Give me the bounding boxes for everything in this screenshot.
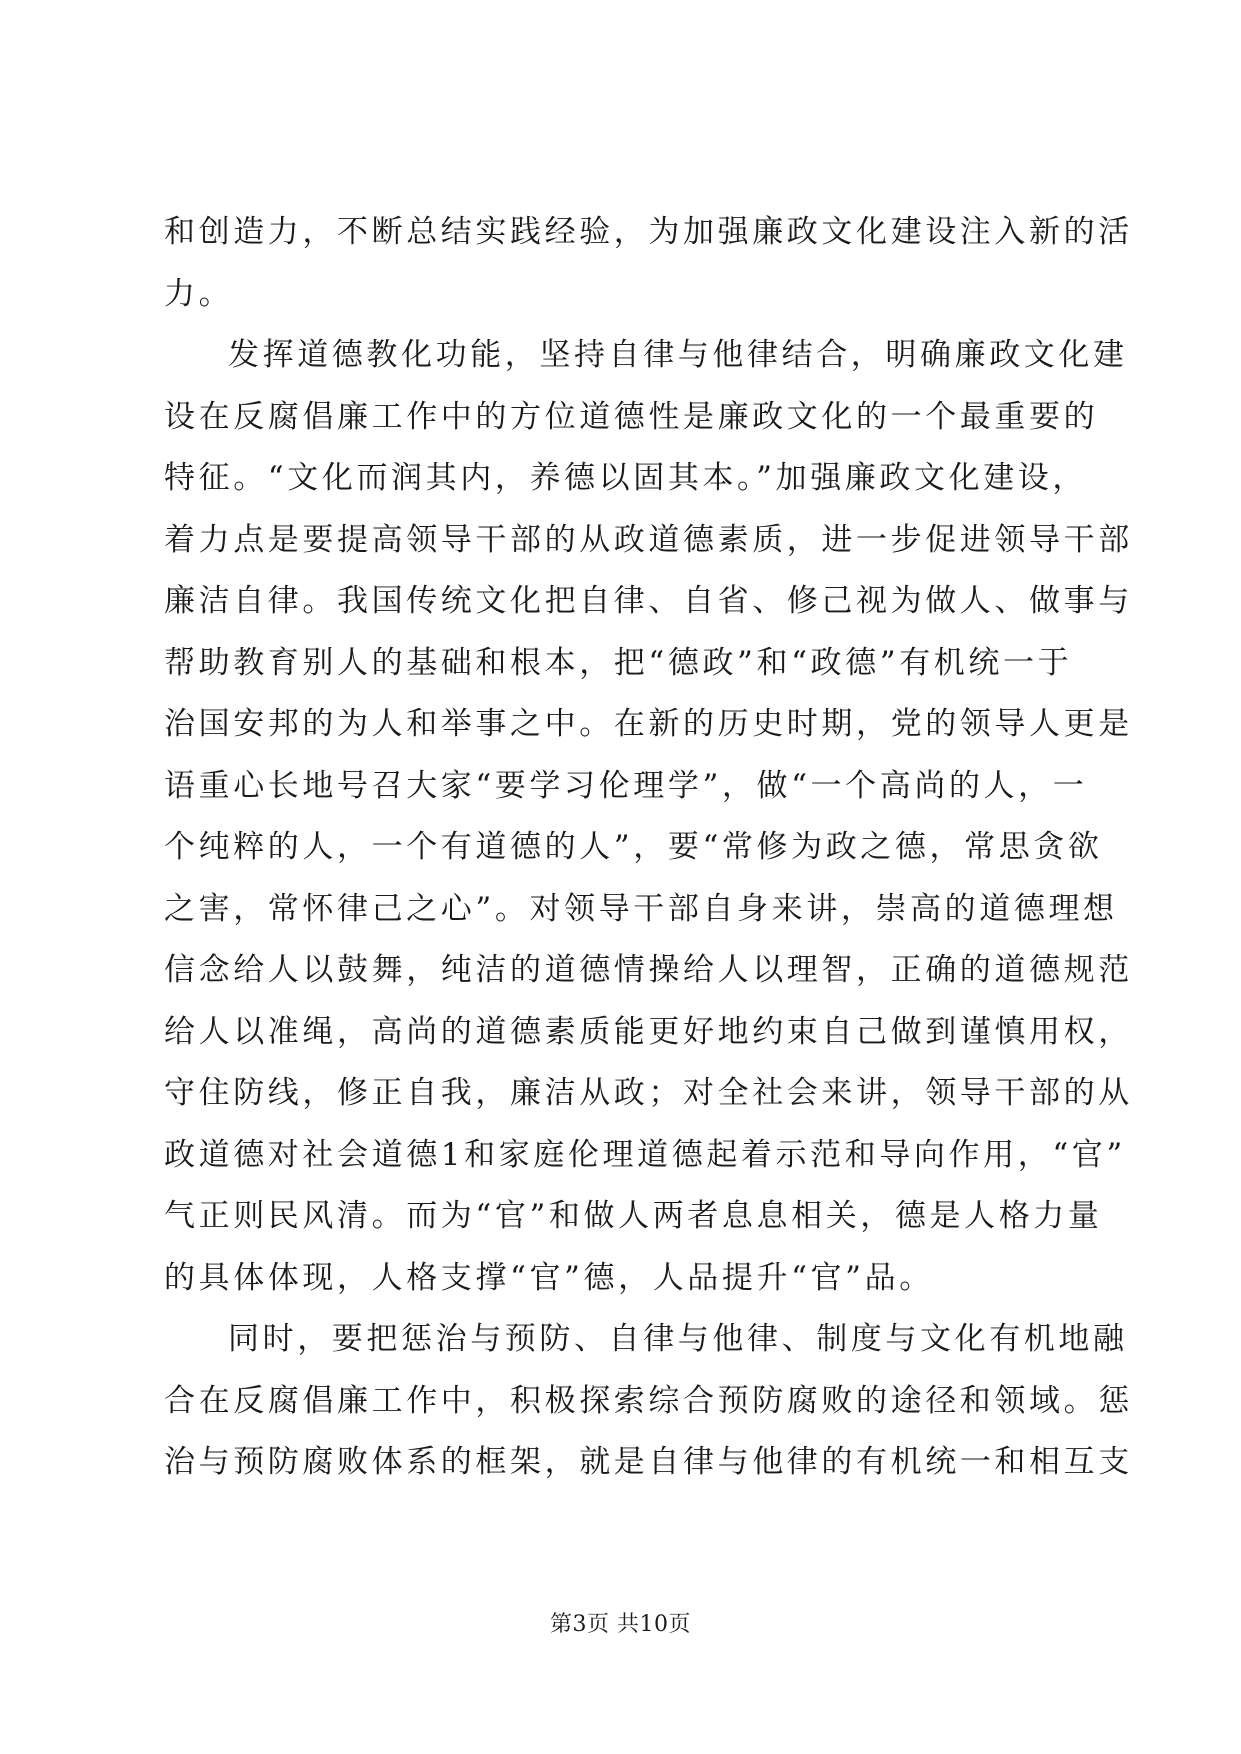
text-line: 守住防线，修正自我，廉洁从政；对全社会来讲，领导干部的从 — [164, 1075, 1133, 1111]
text-line: 合在反腐倡廉工作中，积极探索综合预防腐败的途径和领域。惩 — [164, 1382, 1133, 1419]
page-footer: 第3页 共10页 — [550, 1612, 691, 1637]
text-line: 治与预防腐败体系的框架，就是自律与他律的有机统一和相互支 — [164, 1444, 1133, 1480]
text-line: 气正则民风清。而为“官”和做人两者息息相关，德是人格力量 — [164, 1198, 1103, 1234]
text-line: 发挥道德教化功能，坚持自律与他律结合，明确廉政文化建 — [228, 337, 1128, 373]
text-line: 治国安邦的为人和举事之中。在新的历史时期，党的领导人更是 — [164, 706, 1133, 742]
paragraph — [164, 325, 1133, 1309]
text-line: 特征。“文化而润其内，养德以固其本。”加强廉政文化建设， — [164, 460, 1087, 496]
text-line: 力。 — [164, 275, 234, 312]
text-line: 之害，常怀律己之心”。对领导干部自身来讲，崇高的道德理想 — [164, 890, 1118, 927]
text-line: 着力点是要提高领导干部的从政道德素质，进一步促进领导干部 — [164, 521, 1133, 558]
text-line: 政道德对社会道德1和家庭伦理道德起着示范和导向作用，“官” — [164, 1136, 1126, 1173]
text-line: 的具体体现，人格支撑“官”德，人品提升“官”品。 — [164, 1259, 934, 1296]
text-line: 和创造力，不断总结实践经验，为加强廉政文化建设注入新的活 — [164, 214, 1133, 250]
text-line: 语重心长地号召大家“要学习伦理学”，做“一个高尚的人，一 — [164, 767, 1088, 804]
paragraph — [164, 202, 1133, 325]
text-line: 廉洁自律。我国传统文化把自律、自省、修己视为做人、做事与 — [164, 583, 1133, 619]
text-line: 信念给人以鼓舞，纯洁的道德情操给人以理智，正确的道德规范 — [164, 952, 1133, 988]
document-body — [164, 202, 1133, 1494]
text-line: 个纯粹的人，一个有道德的人”，要“常修为政之德，常思贪欲 — [164, 829, 1103, 865]
text-line: 帮助教育别人的基础和根本，把“德政”和“政德”有机统一于 — [164, 644, 1073, 681]
text-line: 同时，要把惩治与预防、自律与他律、制度与文化有机地融 — [228, 1321, 1128, 1357]
text-line: 设在反腐倡廉工作中的方位道德性是廉政文化的一个最重要的 — [164, 398, 1099, 435]
paragraph — [164, 1309, 1133, 1494]
text-line: 给人以准绳，高尚的道德素质能更好地约束自己做到谨慎用权， — [164, 1013, 1133, 1050]
